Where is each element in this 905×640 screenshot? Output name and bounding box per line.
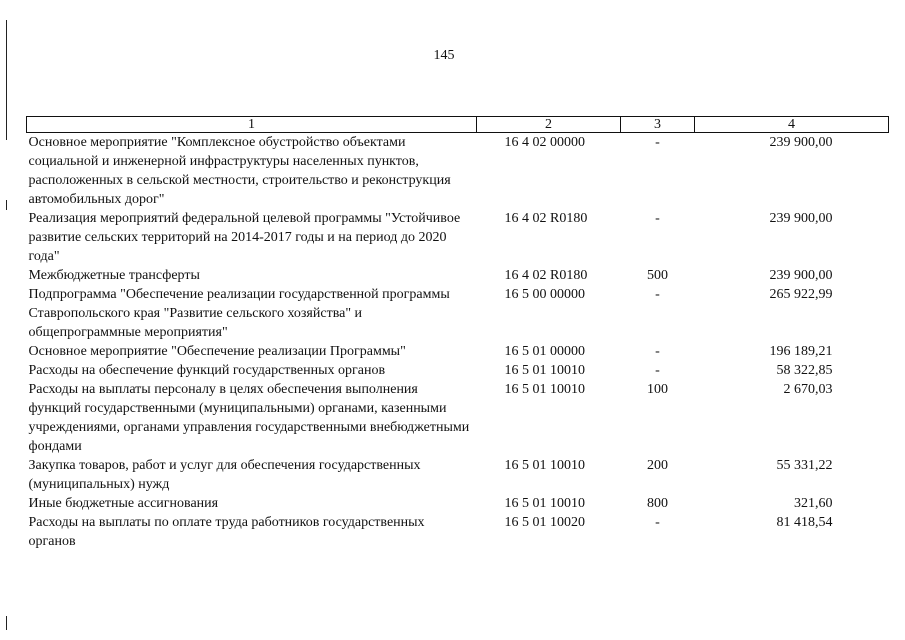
row-type: - (655, 211, 660, 226)
page-number: 145 (433, 48, 455, 63)
row-name: Реализация мероприятий федеральной целевой программы "Устойчивое развитие сельских территорий на 2014-2017 годы и на период до 2020 года" (28, 211, 461, 264)
row-type: 800 (647, 496, 668, 511)
row-code: 16 5 01 00000 (504, 344, 585, 359)
row-amount: 265 922,99 (769, 287, 833, 302)
row-name: Межбюджетные трансферты (28, 268, 200, 283)
table-row (27, 494, 889, 513)
row-name: Расходы на обеспечение функций государственных органов (28, 363, 386, 378)
row-code: 16 5 01 10010 (504, 458, 585, 473)
row-code: 16 5 01 10010 (504, 382, 585, 397)
row-name: Основное мероприятие "Комплексное обустройство объектами социальной и инженерной инфраструктуры населенных пунктов, расположенных в сельской местности, строительство и реконструкция автомобильных дорог" (28, 135, 451, 207)
row-type: - (655, 135, 660, 150)
table-row (27, 285, 889, 342)
row-code: 16 5 01 10020 (504, 515, 585, 530)
row-name: Расходы на выплаты по оплате труда работников государственных органов (28, 515, 425, 549)
row-amount: 2 670,03 (783, 382, 833, 397)
row-name: Подпрограмма "Обеспечение реализации государственной программы Ставропольского края "Развитие сельского хозяйства" и общепрограммные мероприятия" (28, 287, 450, 340)
table-row (27, 456, 889, 494)
row-amount: 239 900,00 (769, 268, 833, 283)
row-type: 100 (647, 382, 668, 397)
row-amount: 81 418,54 (776, 515, 833, 530)
column-header-2: 2 (477, 117, 621, 133)
row-amount: 321,60 (794, 496, 833, 511)
table-row (27, 380, 889, 456)
row-type: - (655, 344, 660, 359)
column-header-3: 3 (621, 117, 695, 133)
row-code: 16 5 00 00000 (504, 287, 585, 302)
table-header (27, 117, 889, 133)
row-name: Основное мероприятие "Обеспечение реализации Программы" (28, 344, 406, 359)
table-row (27, 361, 889, 380)
table-row (27, 209, 889, 266)
row-name: Расходы на выплаты персоналу в целях обеспечения выполнения функций государственными (муниципальными) органами, казенными учреждениями, органами управления государственными внебюджетными фондами (28, 382, 470, 454)
row-type: - (655, 515, 660, 530)
column-header-1: 1 (27, 117, 477, 133)
row-code: 16 5 01 10010 (504, 363, 585, 378)
row-name: Закупка товаров, работ и услуг для обеспечения государственных (муниципальных) нужд (28, 458, 421, 492)
row-code: 16 4 02 R0180 (504, 268, 588, 283)
row-amount: 239 900,00 (769, 211, 833, 226)
row-type: - (655, 287, 660, 302)
table-row (27, 266, 889, 285)
scan-edge-mark (6, 616, 7, 630)
row-name: Иные бюджетные ассигнования (28, 496, 219, 511)
scan-edge-mark (6, 20, 7, 140)
budget-table (26, 116, 889, 551)
table-row (27, 513, 889, 551)
table-row (27, 133, 889, 210)
row-amount: 55 331,22 (776, 458, 833, 473)
row-amount: 58 322,85 (776, 363, 833, 378)
row-amount: 196 189,21 (769, 344, 833, 359)
row-code: 16 5 01 10010 (504, 496, 585, 511)
scan-edge-mark (6, 200, 7, 210)
row-type: 500 (647, 268, 668, 283)
row-amount: 239 900,00 (769, 135, 833, 150)
header-row (27, 117, 889, 133)
table-row (27, 342, 889, 361)
row-type: 200 (647, 458, 668, 473)
table-body (27, 133, 889, 552)
column-header-4: 4 (695, 117, 889, 133)
row-type: - (655, 363, 660, 378)
row-code: 16 4 02 R0180 (504, 211, 588, 226)
row-code: 16 4 02 00000 (504, 135, 585, 150)
